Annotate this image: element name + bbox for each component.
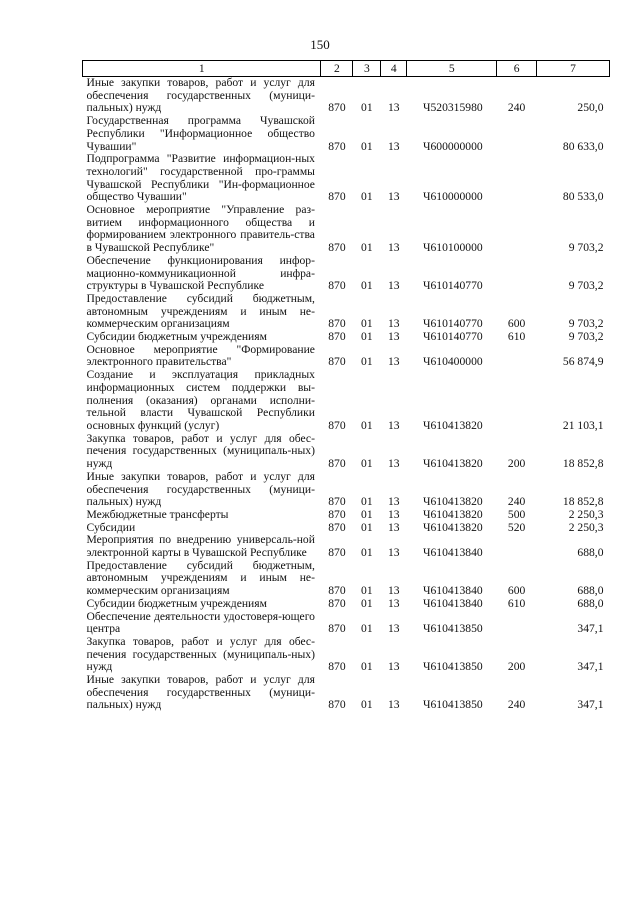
row-code-4: 13 [387,596,400,610]
row-target-code: Ч610140770 [422,330,483,344]
page-number: 150 [310,37,330,52]
table-row [83,293,610,331]
row-amount: 9 703,2 [568,317,604,331]
table-row [83,255,610,293]
row-amount: 21 103,1 [562,418,604,432]
row-amount: 9 703,2 [568,241,604,255]
row-amount: 80 533,0 [562,190,604,204]
row-code-4: 13 [387,546,400,560]
row-code-2: 870 [328,507,346,521]
row-amount: 56 874,9 [562,355,604,369]
row-code-3: 01 [361,418,373,432]
row-target-code: Ч520315980 [422,101,483,115]
row-name: Государственная программа Чувашской Республики "Информационное общество Чувашии" [86,114,315,153]
row-expense-type [497,204,537,255]
row-code-4: 13 [387,139,400,153]
row-code-3: 01 [361,546,373,560]
row-amount: 688,0 [577,596,604,610]
table-row [83,331,610,344]
row-target-code: Ч610413850 [422,622,483,636]
row-code-3: 01 [361,507,373,521]
table-row [83,433,610,471]
row-code-4: 13 [387,190,400,204]
table-body [83,77,610,713]
row-target-code: Ч610140770 [422,317,483,331]
row-code-2: 870 [328,241,346,255]
row-expense-type: 200 [507,457,526,471]
row-code-3: 01 [361,101,373,115]
row-code-3: 01 [361,520,373,534]
row-expense-type: 610 [507,330,526,344]
row-expense-type: 610 [507,596,526,610]
row-name: Предоставление субсидий бюджетным, автономным учреждениям и иным не-коммерческим организациям [86,291,315,331]
row-code-3: 01 [361,584,373,598]
row-target-code: Ч610140770 [422,279,483,293]
row-code-3: 01 [361,622,373,636]
row-code-2: 870 [328,279,346,293]
row-code-3: 01 [361,596,373,610]
row-amount: 9 703,2 [568,279,604,293]
column-header-2: 2 [321,61,353,77]
row-code-2: 870 [328,457,346,471]
column-header-6: 6 [497,61,537,77]
row-target-code: Ч610400000 [422,355,483,369]
row-code-3: 01 [361,355,373,369]
row-code-3: 01 [361,330,373,344]
row-code-2: 870 [328,698,346,712]
row-expense-type [497,611,537,636]
row-expense-type [497,369,537,433]
row-code-2: 870 [328,330,346,344]
row-expense-type [497,115,537,153]
table-row [83,204,610,255]
row-target-code: Ч610413820 [422,520,483,534]
row-code-2: 870 [328,190,346,204]
budget-table [82,60,610,712]
row-expense-type: 200 [507,660,526,674]
row-code-4: 13 [387,698,400,712]
row-expense-type: 240 [507,101,526,115]
row-target-code: Ч610000000 [422,190,483,204]
row-code-2: 870 [328,622,346,636]
row-expense-type: 240 [507,495,526,509]
row-target-code: Ч610413850 [422,660,483,674]
row-amount: 18 852,8 [562,495,604,509]
row-code-4: 13 [387,279,400,293]
row-code-4: 13 [387,418,400,432]
row-expense-type [497,344,537,369]
row-name: Мероприятия по внедрению универсаль-ной электронной карты в Чувашской Республике [86,533,315,560]
row-amount: 347,1 [577,698,604,712]
row-target-code: Ч610413840 [422,596,483,610]
row-code-2: 870 [328,546,346,560]
row-target-code: Ч610413820 [422,495,483,509]
row-code-4: 13 [387,355,400,369]
row-code-2: 870 [328,418,346,432]
row-code-3: 01 [361,279,373,293]
row-amount: 9 703,2 [568,330,604,344]
row-code-3: 01 [361,241,373,255]
table-row [83,471,610,509]
row-code-3: 01 [361,495,373,509]
row-name: Субсидии бюджетным учреждениям [86,330,267,344]
row-code-4: 13 [387,457,400,471]
row-code-3: 01 [361,139,373,153]
row-code-4: 13 [387,507,400,521]
table-row [83,611,610,636]
row-target-code: Ч610413840 [422,546,483,560]
row-code-3: 01 [361,457,373,471]
row-target-code: Ч610413820 [422,418,483,432]
table-row [83,153,610,204]
row-code-4: 13 [387,101,400,115]
row-target-code: Ч610413820 [422,457,483,471]
row-code-2: 870 [328,139,346,153]
table-row [83,674,610,712]
table-header [83,61,610,77]
row-code-4: 13 [387,330,400,344]
row-expense-type [497,153,537,204]
row-amount: 18 852,8 [562,457,604,471]
row-expense-type: 600 [507,584,526,598]
row-code-2: 870 [328,495,346,509]
row-name: Межбюджетные трансферты [86,507,229,521]
row-amount: 2 250,3 [568,507,604,521]
row-expense-type [497,534,537,559]
row-name: Иные закупки товаров, работ и услуг для обеспечения государственных (муници-пальных) нужд [86,76,315,115]
row-code-2: 870 [328,584,346,598]
row-amount: 688,0 [577,584,604,598]
row-code-4: 13 [387,584,400,598]
column-header-3: 3 [353,61,381,77]
row-code-3: 01 [361,660,373,674]
row-expense-type: 600 [507,317,526,331]
table-row [83,77,610,116]
row-code-4: 13 [387,660,400,674]
row-name: Обеспечение функционирования инфор-мационно-коммуникационной инфра-структуры в Чувашской Республике [86,253,315,293]
row-name: Иные закупки товаров, работ и услуг для обеспечения государственных (муници-пальных) нужд [86,673,315,712]
table-row [83,636,610,674]
row-name: Закупка товаров, работ и услуг для обес-печения государственных (муниципаль-ных) нужд [86,431,315,471]
table-row [83,598,610,611]
row-code-2: 870 [328,101,346,115]
row-code-4: 13 [387,622,400,636]
row-name: Создание и эксплуатация прикладных информационных систем поддержки вы-полнения (оказания) органами исполни-тельной власти Чувашской Республики основных функций (услуг) [86,368,315,432]
row-code-2: 870 [328,355,346,369]
column-header-5: 5 [407,61,497,77]
table-row [83,369,610,433]
table-row [83,560,610,598]
row-amount: 80 633,0 [562,139,604,153]
row-amount: 2 250,3 [568,520,604,534]
table-row [83,534,610,559]
row-code-3: 01 [361,698,373,712]
table-row [83,115,610,153]
row-name: Субсидии [86,520,136,534]
column-header-7: 7 [537,61,610,77]
table-row [83,509,610,522]
table-row [83,344,610,369]
row-expense-type [497,255,537,293]
row-target-code: Ч610413820 [422,507,483,521]
column-header-1: 1 [83,61,321,77]
row-code-2: 870 [328,317,346,331]
row-name: Иные закупки товаров, работ и услуг для обеспечения государственных (муници-пальных) нужд [86,469,315,509]
row-name: Подпрограмма "Развитие информацион-ных технологий" государственной про-граммы Чувашской Республики "Ин-формационное общество Чувашии" [86,152,315,204]
row-amount: 250,0 [577,101,604,115]
row-target-code: Ч610413850 [422,698,483,712]
row-name: Обеспечение деятельности удостоверя-ющего центра [86,609,315,636]
row-expense-type: 520 [507,520,526,534]
row-amount: 688,0 [577,546,604,560]
row-code-4: 13 [387,317,400,331]
row-code-2: 870 [328,520,346,534]
row-expense-type: 240 [507,698,526,712]
row-name: Закупка товаров, работ и услуг для обес-печения государственных (муниципаль-ных) нужд [86,634,315,674]
row-code-4: 13 [387,241,400,255]
row-code-4: 13 [387,495,400,509]
row-target-code: Ч610413840 [422,584,483,598]
row-name: Предоставление субсидий бюджетным, автономным учреждениям и иным не-коммерческим организациям [86,558,315,598]
row-code-2: 870 [328,660,346,674]
column-header-4: 4 [381,61,407,77]
row-code-3: 01 [361,317,373,331]
row-name: Субсидии бюджетным учреждениям [86,596,267,610]
row-amount: 347,1 [577,660,604,674]
row-name: Основное мероприятие "Управление раз-витием информационного общества и формированием электронного правитель-ства в Чувашской Республике" [86,203,315,255]
row-target-code: Ч600000000 [422,139,483,153]
row-code-3: 01 [361,190,373,204]
header-row [83,61,610,77]
row-amount: 347,1 [577,622,604,636]
row-code-4: 13 [387,520,400,534]
row-name: Основное мероприятие "Формирование электронного правительства" [86,342,315,369]
row-expense-type: 500 [507,507,526,521]
row-target-code: Ч610100000 [422,241,483,255]
row-code-2: 870 [328,596,346,610]
